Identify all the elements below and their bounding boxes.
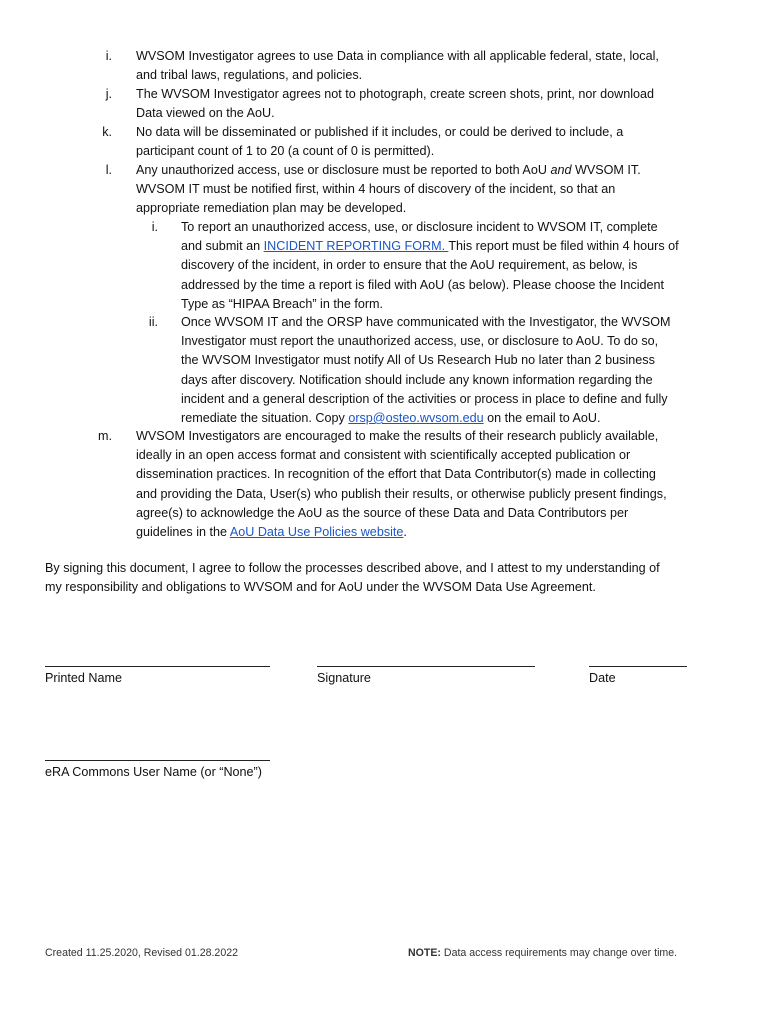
list-item-text: WVSOM Investigators are encouraged to make the results of their research publicly available,	[136, 429, 659, 443]
incident-reporting-form-link[interactable]: INCIDENT REPORTING FORM.	[263, 239, 449, 254]
list-item-text: The WVSOM Investigator agrees not to photograph, create screen shots, print, nor download	[136, 87, 655, 101]
aou-data-use-policies-link[interactable]: AoU Data Use Policies website	[229, 525, 404, 540]
sub-list-marker: ii.	[148, 315, 158, 329]
list-marker: l.	[105, 163, 112, 177]
emphasis-and: and	[550, 163, 572, 177]
printed-name-label: Printed Name	[45, 671, 122, 685]
list-item-text: WVSOM IT must be notified first, within 4 hours of discovery of the incident, so that an	[136, 182, 616, 197]
footer-created: Created 11.25.2020, Revised 01.28.2022	[45, 947, 238, 959]
sub-item-text: days after discovery. Notification should include any known information regarding the	[181, 372, 653, 387]
date-label: Date	[589, 671, 616, 685]
list-item-text: dissemination practices. In recognition of the effort that Data Contributor(s) made in collecting	[136, 467, 656, 482]
date-line[interactable]	[589, 666, 687, 667]
list-marker: k.	[102, 125, 112, 139]
printed-name-line[interactable]	[45, 666, 270, 667]
attestation-line: By signing this document, I agree to follow the processes described above, and I attest to my understanding of	[45, 561, 660, 575]
list-item-text: and providing the Data, User(s) who publish their results, or otherwise publicly present findings,	[136, 486, 667, 501]
sub-item-text: Investigator must report the unauthorized access, use, or disclosure to AoU. To do so,	[181, 334, 659, 349]
era-commons-line[interactable]	[45, 760, 270, 761]
sub-item-text: the WVSOM Investigator must notify All of Us Research Hub no later than 2 business	[181, 353, 655, 368]
sub-item-text: incident and a general description of the activities or process in place to define and fully	[181, 391, 668, 406]
list-item-text: Data viewed on the AoU.	[136, 106, 275, 121]
list-marker: j.	[105, 87, 112, 101]
attestation-line: my responsibility and obligations to WVSOM and for AoU under the WVSOM Data Use Agreement.	[45, 580, 596, 595]
list-item-text: Any unauthorized access, use or disclosure must be reported to both AoU and WVSOM IT.	[136, 163, 641, 177]
sub-item-text: addressed by the time a report is filed with AoU (as below). Please choose the Incident	[181, 277, 665, 292]
list-item-text: guidelines in the AoU Data Use Policies website.	[136, 525, 407, 540]
footer-note	[408, 947, 677, 959]
list-item-text: No data will be disseminated or published if it includes, or could be derived to include, a	[136, 125, 624, 139]
sub-item-text: Type as “HIPAA Breach” in the form.	[181, 296, 384, 311]
note-text: Data access requirements may change over time.	[440, 947, 678, 959]
sub-item-text: remediate the situation. Copy orsp@osteo.wvsom.edu on the email to AoU.	[181, 411, 601, 426]
note-label: NOTE:	[408, 947, 441, 959]
sub-item-text: discovery of the incident, in order to ensure that the AoU requirement, as below, is	[181, 258, 638, 273]
list-item-text: WVSOM Investigator agrees to use Data in compliance with all applicable federal, state, local,	[136, 49, 659, 63]
list-marker: m.	[98, 429, 112, 443]
list-item-text: participant count of 1 to 20 (a count of 0 is permitted).	[136, 144, 435, 159]
list-item-text: appropriate remediation plan may be developed.	[136, 201, 407, 216]
list-item-text: ideally in an open access format and consistent with scientifically accepted publication or	[136, 448, 631, 463]
signature-line[interactable]	[317, 666, 535, 667]
list-item-text: and tribal laws, regulations, and policies.	[136, 68, 363, 83]
attestation-paragraph	[45, 559, 735, 597]
signature-label: Signature	[317, 671, 371, 685]
list-item-text: agree(s) to acknowledge the AoU as the source of these Data and Data Contributors per	[136, 505, 629, 520]
sub-item-text: To report an unauthorized access, use, or disclosure incident to WVSOM IT, complete	[181, 220, 658, 234]
list-marker: i.	[105, 49, 112, 63]
sub-item-text: Once WVSOM IT and the ORSP have communicated with the Investigator, the WVSOM	[181, 315, 671, 329]
era-commons-label: eRA Commons User Name (or “None”)	[45, 765, 262, 779]
sub-list-marker: i.	[151, 220, 158, 234]
sub-item-text: and submit an INCIDENT REPORTING FORM. This report must be filed within 4 hours of	[181, 239, 679, 254]
orsp-email-link[interactable]: orsp@osteo.wvsom.edu	[348, 411, 484, 426]
